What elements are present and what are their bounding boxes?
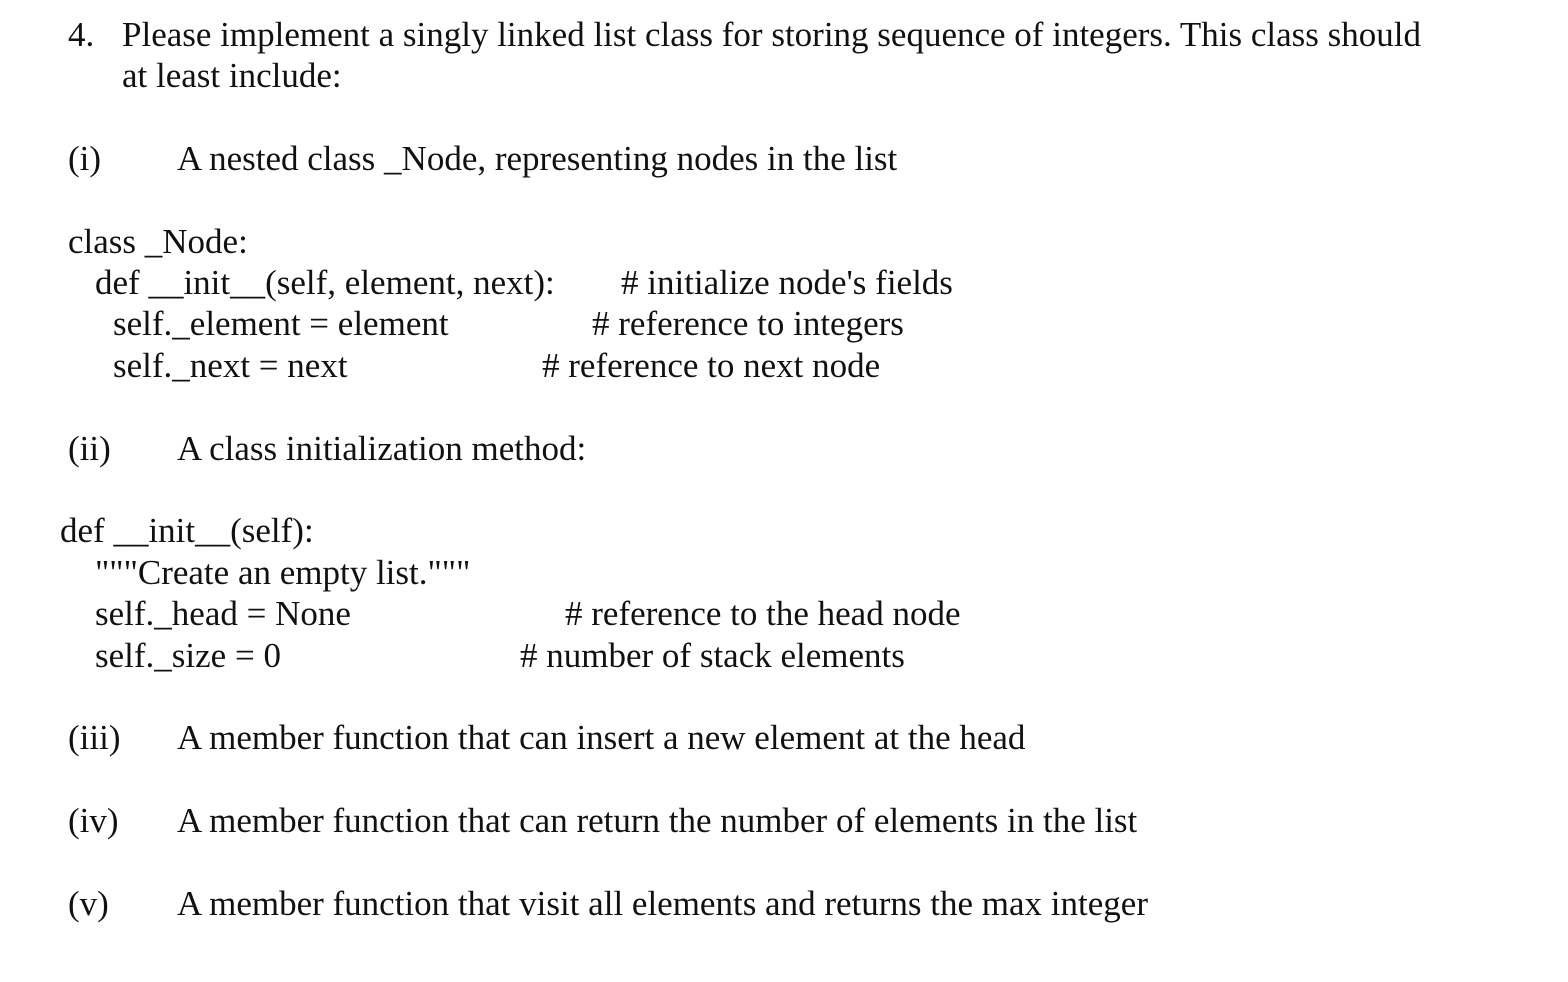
item-text-ii: A class initialization method:	[177, 429, 587, 468]
item-text-iv: A member function that can return the number of elements in the list	[177, 801, 1138, 840]
code-node-next-line: self._next = next	[113, 346, 348, 385]
question-text-line1: Please implement a singly linked list class for storing sequence of integers. This class should	[122, 15, 1421, 54]
question-text-line2: at least include:	[122, 56, 342, 95]
item-text-v: A member function that visit all elements and returns the max integer	[177, 884, 1148, 923]
code-init-def-line: def __init__(self):	[60, 511, 314, 550]
item-text-iii: A member function that can insert a new element at the head	[177, 718, 1026, 757]
item-label-v: (v)	[68, 884, 109, 923]
code-node-next-comment: # reference to next node	[542, 346, 881, 385]
code-node-class-line: class _Node:	[68, 222, 248, 261]
item-label-iii: (iii)	[68, 718, 121, 757]
code-init-head-comment: # reference to the head node	[565, 594, 961, 633]
code-node-element-comment: # reference to integers	[592, 304, 904, 343]
question-number: 4.	[68, 15, 95, 54]
item-label-i: (i)	[68, 139, 102, 178]
code-init-head-line: self._head = None	[95, 594, 351, 633]
code-node-def-line: def __init__(self, element, next):	[95, 263, 555, 302]
code-init-size-comment: # number of stack elements	[520, 636, 905, 675]
item-label-ii: (ii)	[68, 429, 111, 468]
item-label-iv: (iv)	[68, 801, 119, 840]
code-init-docstring: """Create an empty list."""	[95, 553, 471, 592]
code-node-def-comment: # initialize node's fields	[621, 263, 953, 302]
item-text-i: A nested class _Node, representing nodes in the list	[177, 139, 898, 178]
code-node-element-line: self._element = element	[113, 304, 449, 343]
code-init-size-line: self._size = 0	[95, 636, 281, 675]
